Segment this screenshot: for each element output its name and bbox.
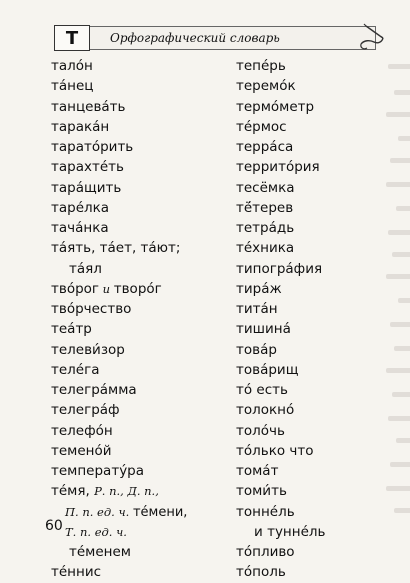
grammar-note: П. п. ед. ч. xyxy=(65,504,133,519)
entry-word: теа́тр xyxy=(51,321,92,338)
entry-word: те́ннис xyxy=(51,564,102,581)
dictionary-entry xyxy=(51,522,187,542)
entry-word: толо́чь xyxy=(236,422,285,439)
entry-word: това́р xyxy=(236,341,277,358)
scroll-pen-icon xyxy=(358,22,386,52)
entry-word: тунне́ль xyxy=(267,523,326,540)
dictionary-entry xyxy=(51,380,187,400)
dictionary-entry xyxy=(236,76,325,96)
entry-word: телегра́ф xyxy=(51,402,120,419)
entry-word: те́мени, xyxy=(132,504,188,520)
dictionary-entry xyxy=(51,198,187,218)
dictionary-entry xyxy=(51,542,187,562)
dictionary-title-banner xyxy=(90,26,376,50)
entry-word: тара́щить xyxy=(51,179,122,196)
entry-word: телеви́зор xyxy=(51,341,125,358)
dictionary-entry xyxy=(51,76,187,96)
dictionary-entry xyxy=(236,178,325,198)
dictionary-entry xyxy=(51,461,187,481)
entry-word: то́поль xyxy=(236,564,286,581)
dictionary-entry xyxy=(236,340,325,360)
entry-word: типогра́фия xyxy=(236,260,323,277)
entry-word: това́рищ xyxy=(236,361,299,378)
entry-word: терра́са xyxy=(236,139,294,155)
entry-word: тарато́рить xyxy=(51,139,134,155)
page-header xyxy=(44,22,390,52)
entry-word: террито́рия xyxy=(236,159,320,176)
entry-word: теле́га xyxy=(51,361,100,378)
dictionary-entry xyxy=(236,481,325,501)
dictionary-entry xyxy=(236,360,325,380)
section-letter: Т xyxy=(54,25,90,51)
dictionary-entry xyxy=(51,238,187,258)
dictionary-entry xyxy=(51,562,187,582)
dictionary-entry xyxy=(236,502,325,522)
dictionary-entry xyxy=(236,522,325,542)
entry-word: телефо́н xyxy=(51,422,113,439)
entry-word: то́пливо xyxy=(236,544,295,560)
dictionary-entry xyxy=(236,56,325,76)
dictionary-entry xyxy=(236,157,325,177)
dictionary-entry xyxy=(51,97,187,117)
dictionary-entry xyxy=(236,198,325,218)
page-bleed-through xyxy=(374,60,410,530)
dictionary-entry xyxy=(51,259,187,279)
dictionary-entry xyxy=(236,562,325,582)
dictionary-entry xyxy=(51,218,187,238)
dictionary-entry xyxy=(236,97,325,117)
dictionary-entry xyxy=(236,279,325,299)
dictionary-entry xyxy=(236,319,325,339)
dictionary-entry xyxy=(236,137,325,157)
entries-right-column xyxy=(236,56,325,583)
dictionary-title: Орфографический словарь xyxy=(110,31,280,45)
dictionary-entry xyxy=(236,238,325,258)
entry-word: те́мя, xyxy=(51,483,95,500)
dictionary-entry xyxy=(236,400,325,420)
entry-word: тво́рчество xyxy=(51,301,132,317)
entry-word: темено́й xyxy=(51,442,112,459)
dictionary-entry xyxy=(236,259,325,279)
dictionary-entry xyxy=(51,421,187,441)
entry-word: тетра́дь xyxy=(236,220,295,236)
dictionary-entry xyxy=(236,299,325,319)
entry-word: те́рмос xyxy=(236,118,287,135)
entry-word: температу́ра xyxy=(51,463,145,479)
dictionary-entry xyxy=(236,542,325,562)
entry-word: те́хника xyxy=(236,240,295,257)
entry-word: та́ял xyxy=(69,260,102,277)
dictionary-entry xyxy=(236,461,325,481)
grammar-note: и xyxy=(99,281,114,296)
dictionary-entry xyxy=(51,360,187,380)
dictionary-entry xyxy=(51,56,187,76)
entry-word: таре́лка xyxy=(51,199,110,216)
entry-word: термо́метр xyxy=(236,98,315,115)
dictionary-entry xyxy=(236,441,325,461)
entry-word: и xyxy=(254,523,268,540)
entry-word: тача́нка xyxy=(51,220,109,236)
entry-word: тонне́ль xyxy=(236,503,295,520)
entry-word: толокно́ xyxy=(236,402,295,419)
entry-word: та́ять, та́ет, та́ют; xyxy=(51,240,181,257)
entry-word: тира́ж xyxy=(236,280,282,297)
dictionary-entry xyxy=(51,299,187,319)
dictionary-entry xyxy=(51,340,187,360)
entry-word: телегра́мма xyxy=(51,382,137,398)
entry-word: тишина́ xyxy=(236,321,291,338)
page-number: 60 xyxy=(45,518,63,534)
entry-word: то́лько что xyxy=(236,442,314,459)
dictionary-entry xyxy=(51,178,187,198)
dictionary-entry xyxy=(236,421,325,441)
entry-word: теремо́к xyxy=(236,78,296,95)
dictionary-entry xyxy=(51,157,187,177)
dictionary-entry xyxy=(51,441,187,461)
entry-word: тво́рог xyxy=(51,280,100,297)
grammar-note: Р. п., Д. п., xyxy=(94,484,159,499)
entry-word: тепе́рь xyxy=(236,58,286,74)
entry-word: томи́ть xyxy=(236,483,287,500)
dictionary-entry xyxy=(51,279,187,299)
entries-left-column xyxy=(51,56,187,583)
dictionary-entry xyxy=(51,481,187,501)
entry-word: тесёмка xyxy=(236,179,295,196)
dictionary-entry xyxy=(236,380,325,400)
dictionary-entry xyxy=(51,117,187,137)
dictionary-entry xyxy=(51,502,187,522)
dictionary-entry xyxy=(51,137,187,157)
entry-word: тарака́н xyxy=(51,118,110,135)
grammar-note: Т. п. ед. ч. xyxy=(65,524,127,539)
entry-word: то́ есть xyxy=(236,382,288,398)
dictionary-entry xyxy=(236,117,325,137)
entry-word: тало́н xyxy=(51,58,93,74)
entry-word: танцева́ть xyxy=(51,98,126,115)
dictionary-entry xyxy=(236,218,325,238)
dictionary-entry xyxy=(51,400,187,420)
entry-word: тома́т xyxy=(236,463,279,479)
entry-word: та́нец xyxy=(51,78,94,95)
entry-word: те́менем xyxy=(69,544,131,560)
entry-word: тарахте́ть xyxy=(51,159,124,176)
entry-word: тита́н xyxy=(236,301,278,317)
entry-word: творо́г xyxy=(113,280,162,297)
entry-word: тё́терев xyxy=(236,199,294,216)
dictionary-entry xyxy=(51,319,187,339)
